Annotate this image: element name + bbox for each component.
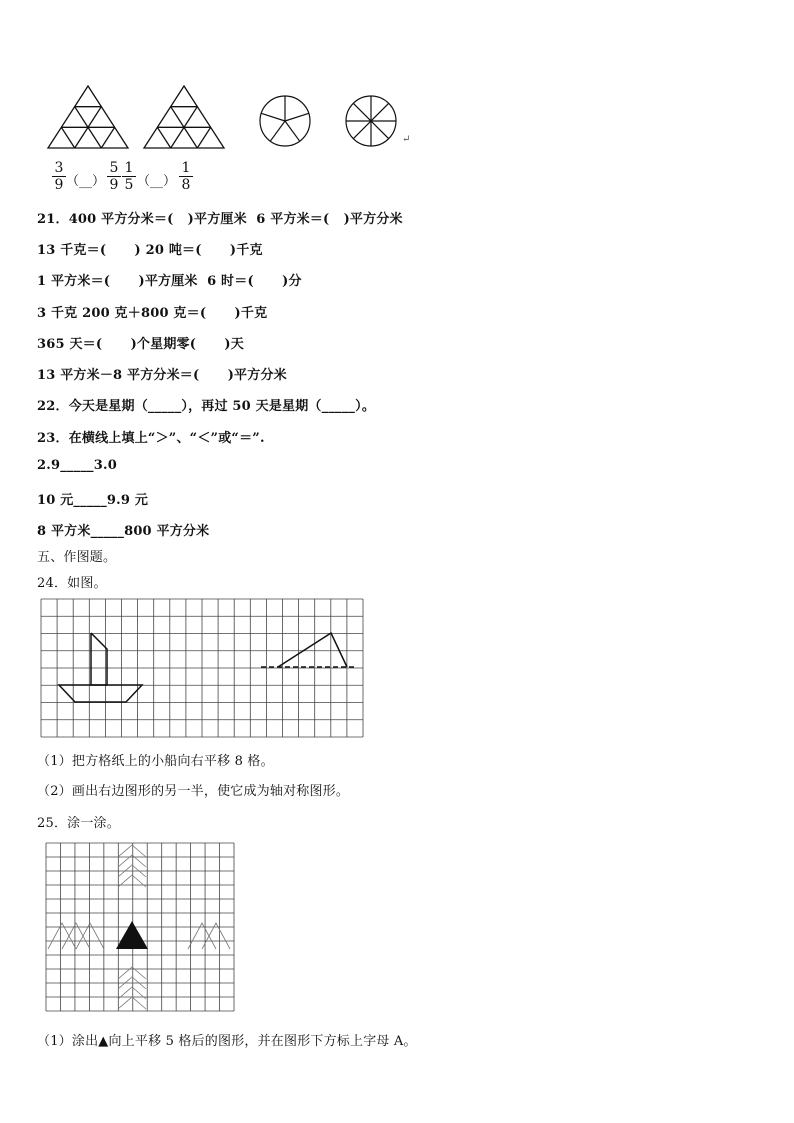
q21-line-1: 21．400 平方分米＝( )平方厘米 6 平方米＝( )平方分米 bbox=[37, 212, 403, 227]
q23-item-3: 8 平方米_____800 平方分米 bbox=[37, 524, 210, 539]
section-5-title: 五、作图题。 bbox=[37, 550, 117, 565]
q24-sub1: （1）把方格纸上的小船向右平移 8 格。 bbox=[37, 754, 274, 769]
circle-5-parts-figure bbox=[258, 94, 312, 148]
fraction-denominator: 5 bbox=[124, 177, 134, 193]
fraction-5-9 bbox=[107, 160, 121, 193]
q21-line-6: 13 平方米－8 平方分米＝( )平方分米 bbox=[37, 368, 287, 383]
q24-title: 24．如图。 bbox=[37, 576, 107, 591]
q25-sub1: （1）涂出▲向上平移 5 格后的图形，并在图形下方标上字母 A。 bbox=[37, 1034, 417, 1049]
triangle-grid-figure-2 bbox=[144, 86, 224, 150]
fraction-denominator: 8 bbox=[181, 177, 191, 193]
black-triangle bbox=[116, 921, 148, 949]
q21-line-5: 365 天＝( )个星期零( )天 bbox=[37, 337, 244, 352]
q23-title: 23．在横线上填上“＞”、“＜”或“＝”. bbox=[37, 431, 265, 446]
boat-sail bbox=[91, 633, 107, 685]
return-mark: ↵ bbox=[402, 134, 411, 145]
q25-grid-paper bbox=[46, 843, 236, 1013]
compare-blank-1[interactable]: （__） bbox=[66, 174, 106, 189]
fraction-numerator: 1 bbox=[122, 160, 136, 177]
half-figure bbox=[278, 633, 347, 667]
fraction-denominator: 9 bbox=[109, 177, 119, 193]
q23-item-1: 2.9_____3.0 bbox=[37, 458, 117, 473]
boat-hull bbox=[59, 685, 142, 702]
fraction-1-8 bbox=[179, 160, 193, 193]
fraction-3-9 bbox=[52, 160, 66, 193]
compare-blank-2[interactable]: （__） bbox=[137, 174, 177, 189]
q24-grid-paper bbox=[41, 599, 365, 739]
q22-text: 22．今天是星期（_____），再过 50 天是星期（_____）。 bbox=[37, 399, 376, 414]
fraction-numerator: 3 bbox=[52, 160, 66, 177]
fraction-denominator: 9 bbox=[54, 177, 64, 193]
circle-8-parts-figure bbox=[344, 94, 398, 148]
q25-title: 25．涂一涂。 bbox=[37, 816, 120, 831]
fraction-numerator: 5 bbox=[107, 160, 121, 177]
q24-sub2: （2）画出右边图形的另一半，使它成为轴对称图形。 bbox=[37, 784, 350, 799]
fraction-numerator: 1 bbox=[179, 160, 193, 177]
triangle-grid-figure-1 bbox=[48, 86, 128, 150]
q21-line-3: 1 平方米＝( )平方厘米 6 时＝( )分 bbox=[37, 274, 302, 289]
q23-item-2: 10 元_____9.9 元 bbox=[37, 493, 149, 508]
q21-line-4: 3 千克 200 克＋800 克＝( )千克 bbox=[37, 306, 268, 321]
q21-line-2: 13 千克＝( ) 20 吨＝( )千克 bbox=[37, 243, 263, 258]
fraction-1-5 bbox=[122, 160, 136, 193]
